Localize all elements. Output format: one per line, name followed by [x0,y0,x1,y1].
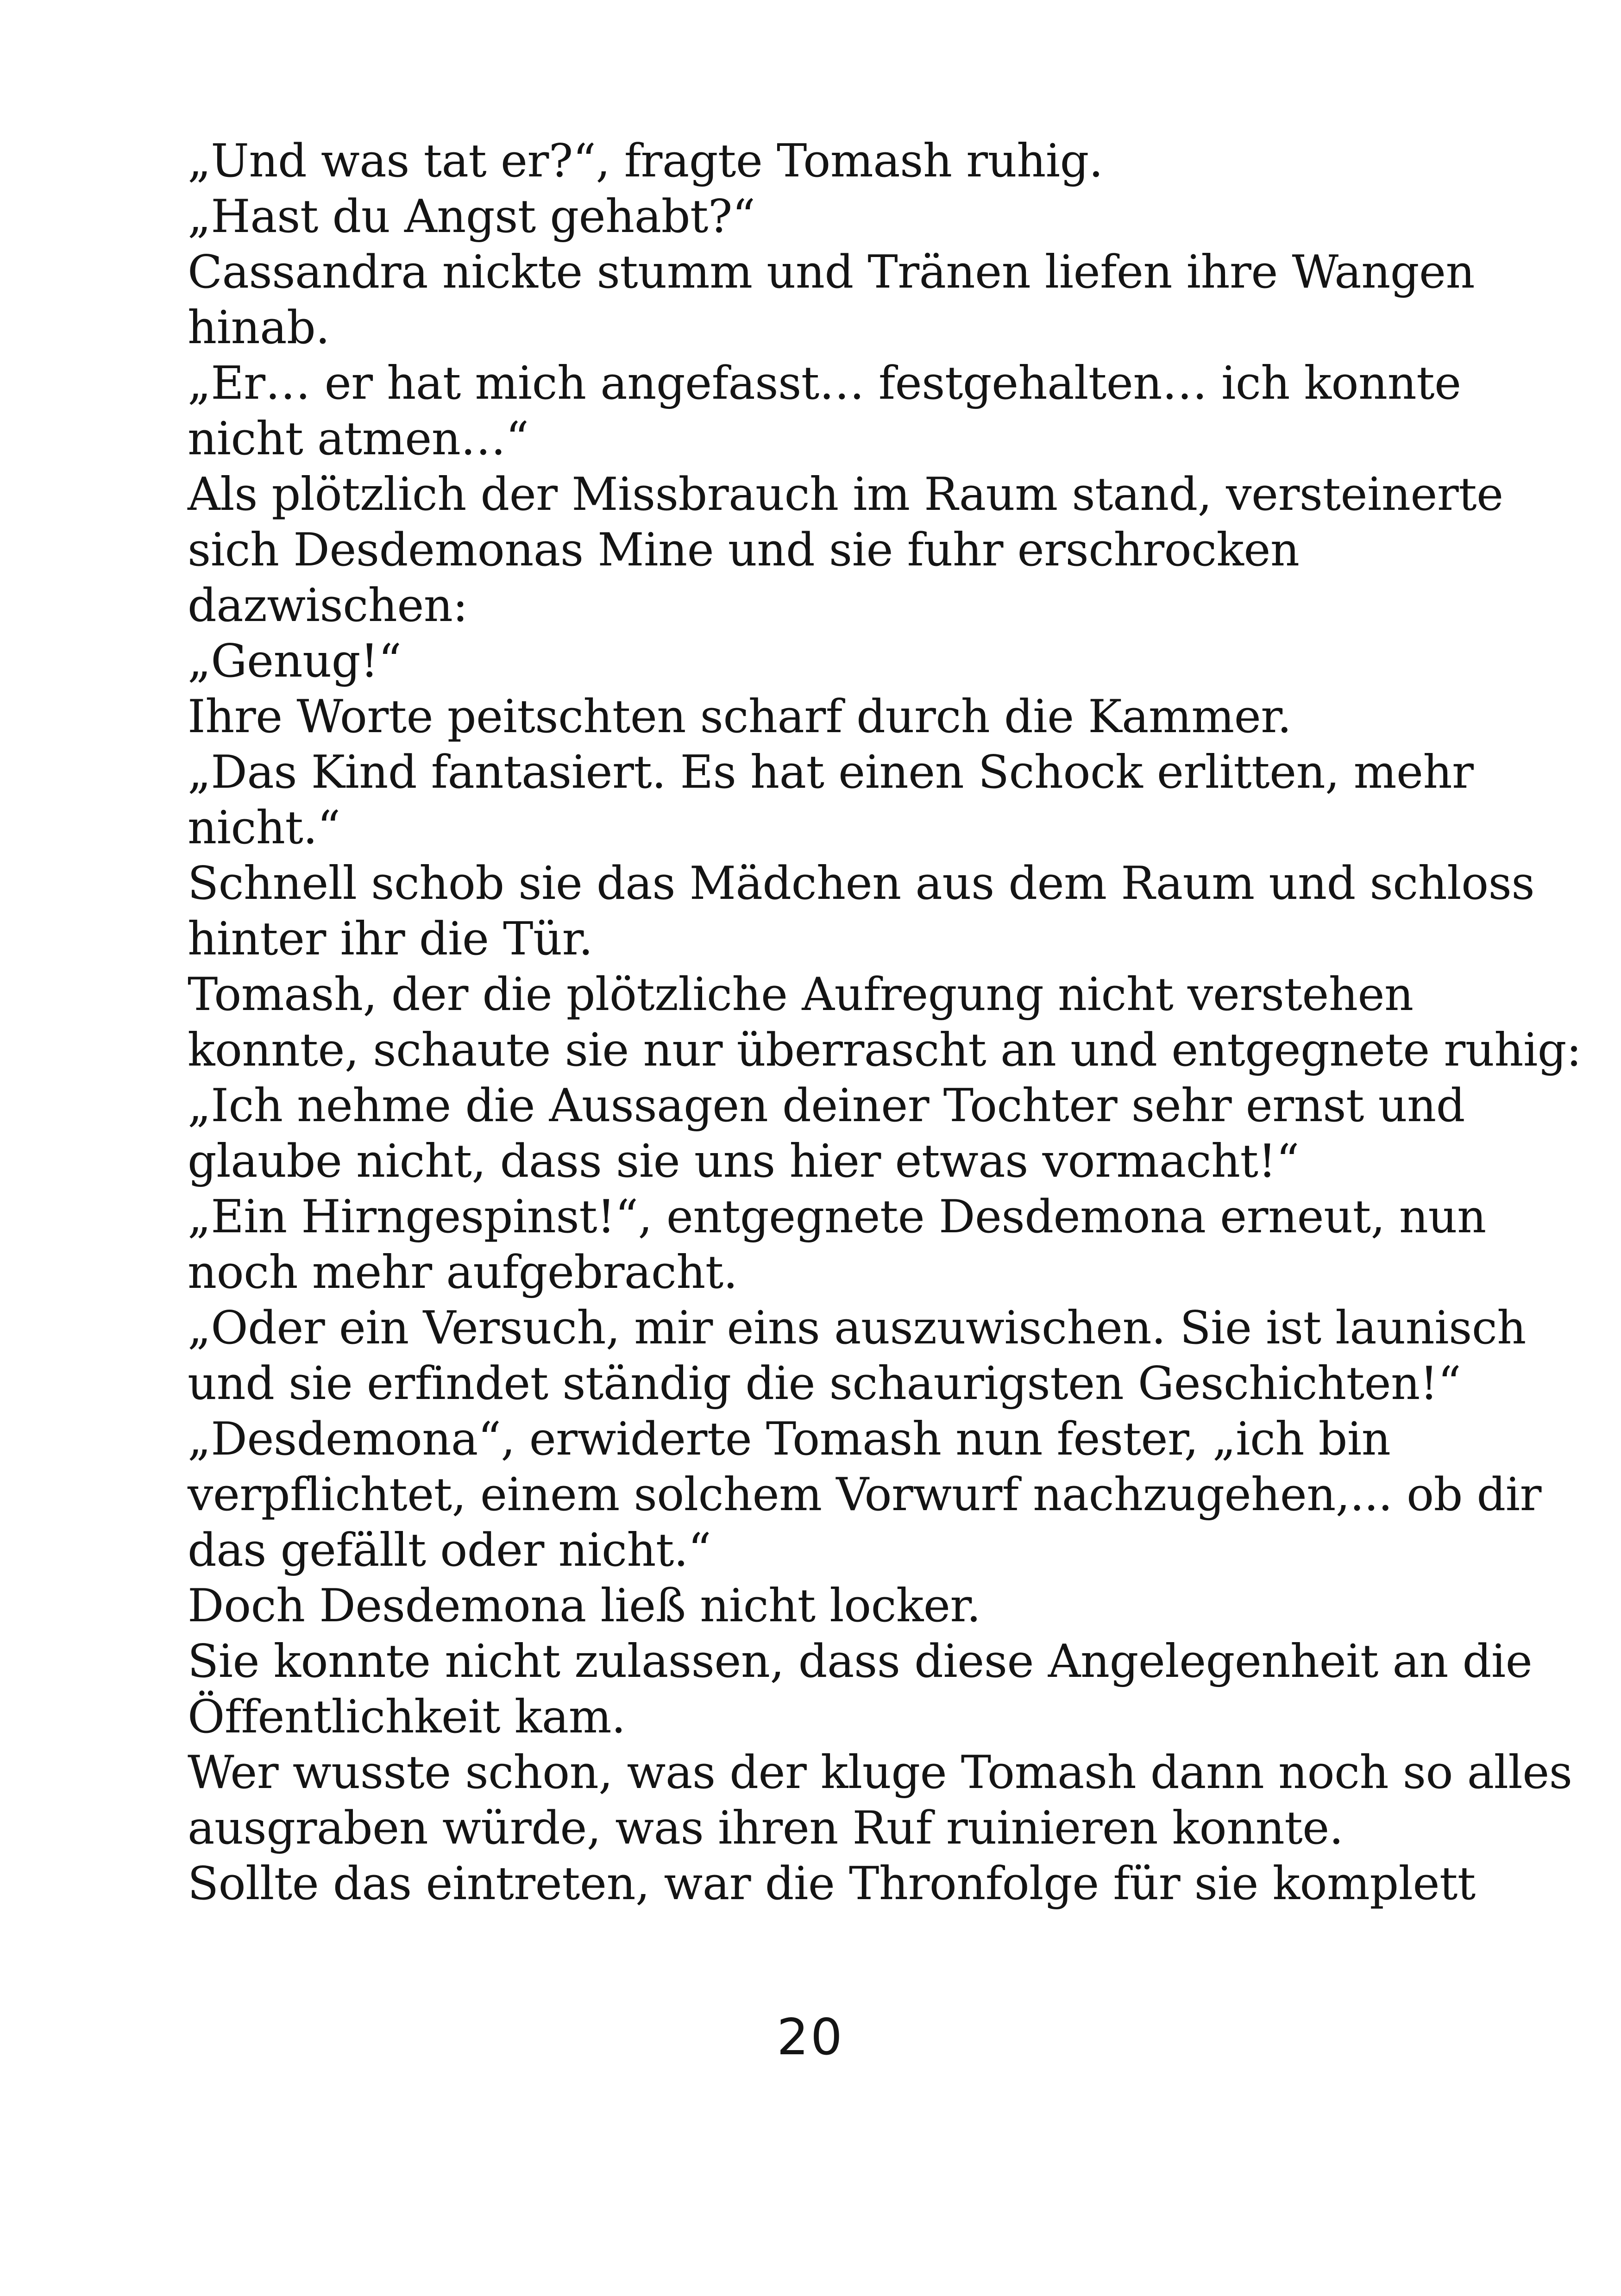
text-line: Doch Desdemona ließ nicht locker. [188,1580,981,1632]
text-line: „Desdemona“, erwiderte Tomash nun fester, „ich bin [188,1413,1391,1466]
text-line: Cassandra nickte stumm und Tränen liefen ihre Wangen [188,246,1475,299]
text-line: glaube nicht, dass sie uns hier etwas vormacht!“ [188,1135,1300,1188]
text-line: „Genug!“ [188,635,402,688]
text-line: konnte, schaute sie nur überrascht an und entgegnete ruhig: [188,1024,1582,1077]
text-line: nicht atmen…“ [188,413,529,465]
text-line: hinter ihr die Tür. [188,913,593,966]
text-line: „Ich nehme die Aussagen deiner Tochter sehr ernst und [188,1079,1465,1132]
text-line: und sie erfindet ständig die schaurigsten Geschichten!“ [188,1357,1461,1410]
text-line: Als plötzlich der Missbrauch im Raum stand, versteinerte [188,468,1503,521]
text-line: „Oder ein Versuch, mir eins auszuwischen. Sie ist launisch [188,1302,1526,1355]
text-line: noch mehr aufgebracht. [188,1246,738,1299]
text-line: Ihre Worte peitschten scharf durch die Kammer. [188,690,1292,743]
text-line: hinab. [188,301,330,354]
text-line: nicht.“ [188,802,340,854]
page-number: 20 [777,2008,844,2066]
text-line: „Und was tat er?“, fragte Tomash ruhig. [188,135,1103,188]
text-line: Wer wusste schon, was der kluge Tomash dann noch so alles [188,1746,1572,1799]
text-line: dazwischen: [188,579,468,632]
text-line: das gefällt oder nicht.“ [188,1524,711,1577]
text-line: „Das Kind fantasiert. Es hat einen Schock erlitten, mehr [188,746,1474,799]
text-line: sich Desdemonas Mine und sie fuhr erschrocken [188,524,1300,577]
text-line: Schnell schob sie das Mädchen aus dem Raum und schloss [188,857,1535,910]
text-line: Tomash, der die plötzliche Aufregung nicht verstehen [188,968,1414,1021]
text-line: „Hast du Angst gehabt?“ [188,190,755,243]
text-line: verpflichtet, einem solchem Vorwurf nachzugehen,... ob dir [188,1468,1541,1521]
text-line: ausgraben würde, was ihren Ruf ruinieren konnte. [188,1802,1344,1855]
text-line: „Er… er hat mich angefasst… festgehalten… ich konnte [188,357,1461,410]
text-line: Sie konnte nicht zulassen, dass diese Angelegenheit an die [188,1635,1533,1688]
text-line: Sollte das eintreten, war die Thronfolge für sie komplett [188,1857,1476,1910]
text-line: „Ein Hirngespinst!“, entgegnete Desdemona erneut, nun [188,1191,1486,1243]
body-text [188,133,1582,1912]
text-line: Öffentlichkeit kam. [188,1691,626,1744]
